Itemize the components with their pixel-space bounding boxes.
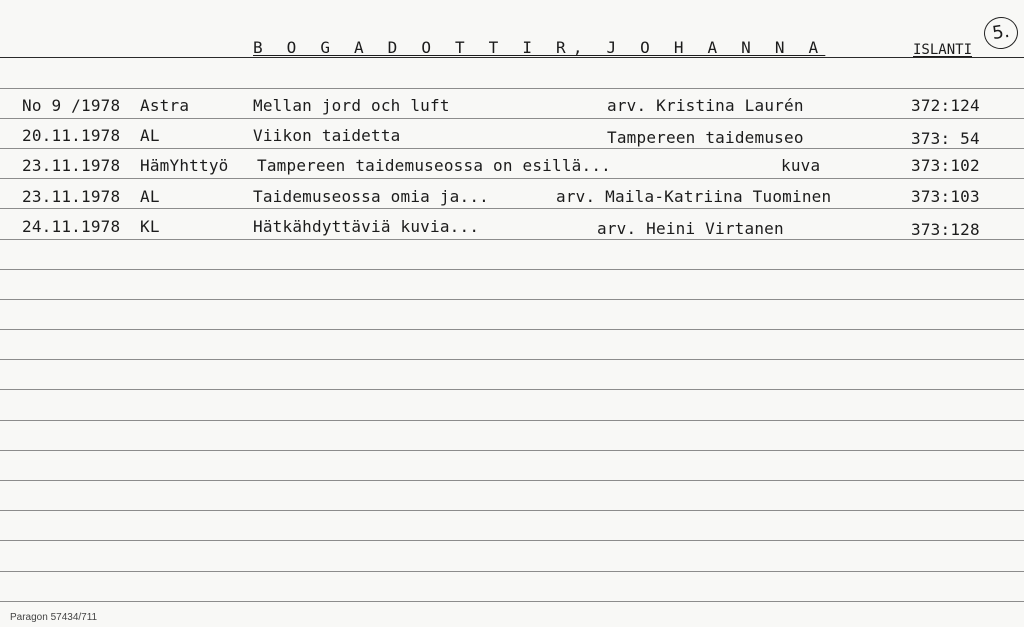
card-number-stamp: 5. bbox=[982, 15, 1020, 51]
entry-ref: 373:128 bbox=[911, 220, 980, 239]
entry-title: Hätkähdyttäviä kuvia... bbox=[253, 217, 480, 236]
entry-date: 24.11.1978 bbox=[22, 217, 121, 236]
person-name-heading: B O G A D O T T I R, J O H A N N A bbox=[253, 38, 826, 57]
ruled-line bbox=[0, 510, 1024, 511]
ruled-line bbox=[0, 88, 1024, 89]
ruled-line bbox=[0, 420, 1024, 421]
entry-note: Tampereen taidemuseo bbox=[607, 128, 804, 147]
ruled-line bbox=[0, 148, 1024, 149]
entry-date: 23.11.1978 bbox=[22, 156, 121, 175]
entry-ref: 373:103 bbox=[911, 187, 980, 206]
entry-date: 23.11.1978 bbox=[22, 187, 121, 206]
ruled-line bbox=[0, 571, 1024, 572]
ruled-line bbox=[0, 239, 1024, 240]
ruled-line bbox=[0, 359, 1024, 360]
entry-date: No 9 /1978 bbox=[22, 96, 121, 115]
country-label: ISLANTI bbox=[913, 42, 973, 58]
entry-ref: 373: 54 bbox=[911, 129, 980, 148]
ruled-line bbox=[0, 299, 1024, 300]
entry-title: Taidemuseossa omia ja... bbox=[253, 187, 489, 206]
entry-note: arv. Heini Virtanen bbox=[597, 219, 784, 238]
entry-source: Astra bbox=[140, 96, 190, 115]
ruled-line bbox=[0, 118, 1024, 119]
ruled-line bbox=[0, 269, 1024, 270]
ruled-line bbox=[0, 389, 1024, 390]
header-rule bbox=[0, 57, 1024, 58]
ruled-line bbox=[0, 540, 1024, 541]
entry-note: arv. Maila-Katriina Tuominen bbox=[556, 187, 832, 206]
entry-source: HämYhttyö bbox=[140, 156, 229, 175]
entry-ref: 373:102 bbox=[911, 156, 980, 175]
entry-source: AL bbox=[140, 126, 160, 145]
form-number-label: Paragon 57434/711 bbox=[10, 612, 98, 623]
entry-ref: 372:124 bbox=[911, 96, 980, 115]
ruled-line bbox=[0, 178, 1024, 179]
ruled-line bbox=[0, 450, 1024, 451]
ruled-line bbox=[0, 329, 1024, 330]
entry-title: Mellan jord och luft bbox=[253, 96, 450, 115]
entry-title: Tampereen taidemuseossa on esillä... bbox=[257, 156, 611, 175]
ruled-line bbox=[0, 208, 1024, 209]
entry-date: 20.11.1978 bbox=[22, 126, 121, 145]
ruled-line bbox=[0, 480, 1024, 481]
entry-source: AL bbox=[140, 187, 160, 206]
entry-note: arv. Kristina Laurén bbox=[607, 96, 804, 115]
ruled-line bbox=[0, 601, 1024, 602]
entry-title: Viikon taidetta bbox=[253, 126, 401, 145]
entry-note: kuva bbox=[781, 156, 821, 175]
entry-source: KL bbox=[140, 217, 160, 236]
